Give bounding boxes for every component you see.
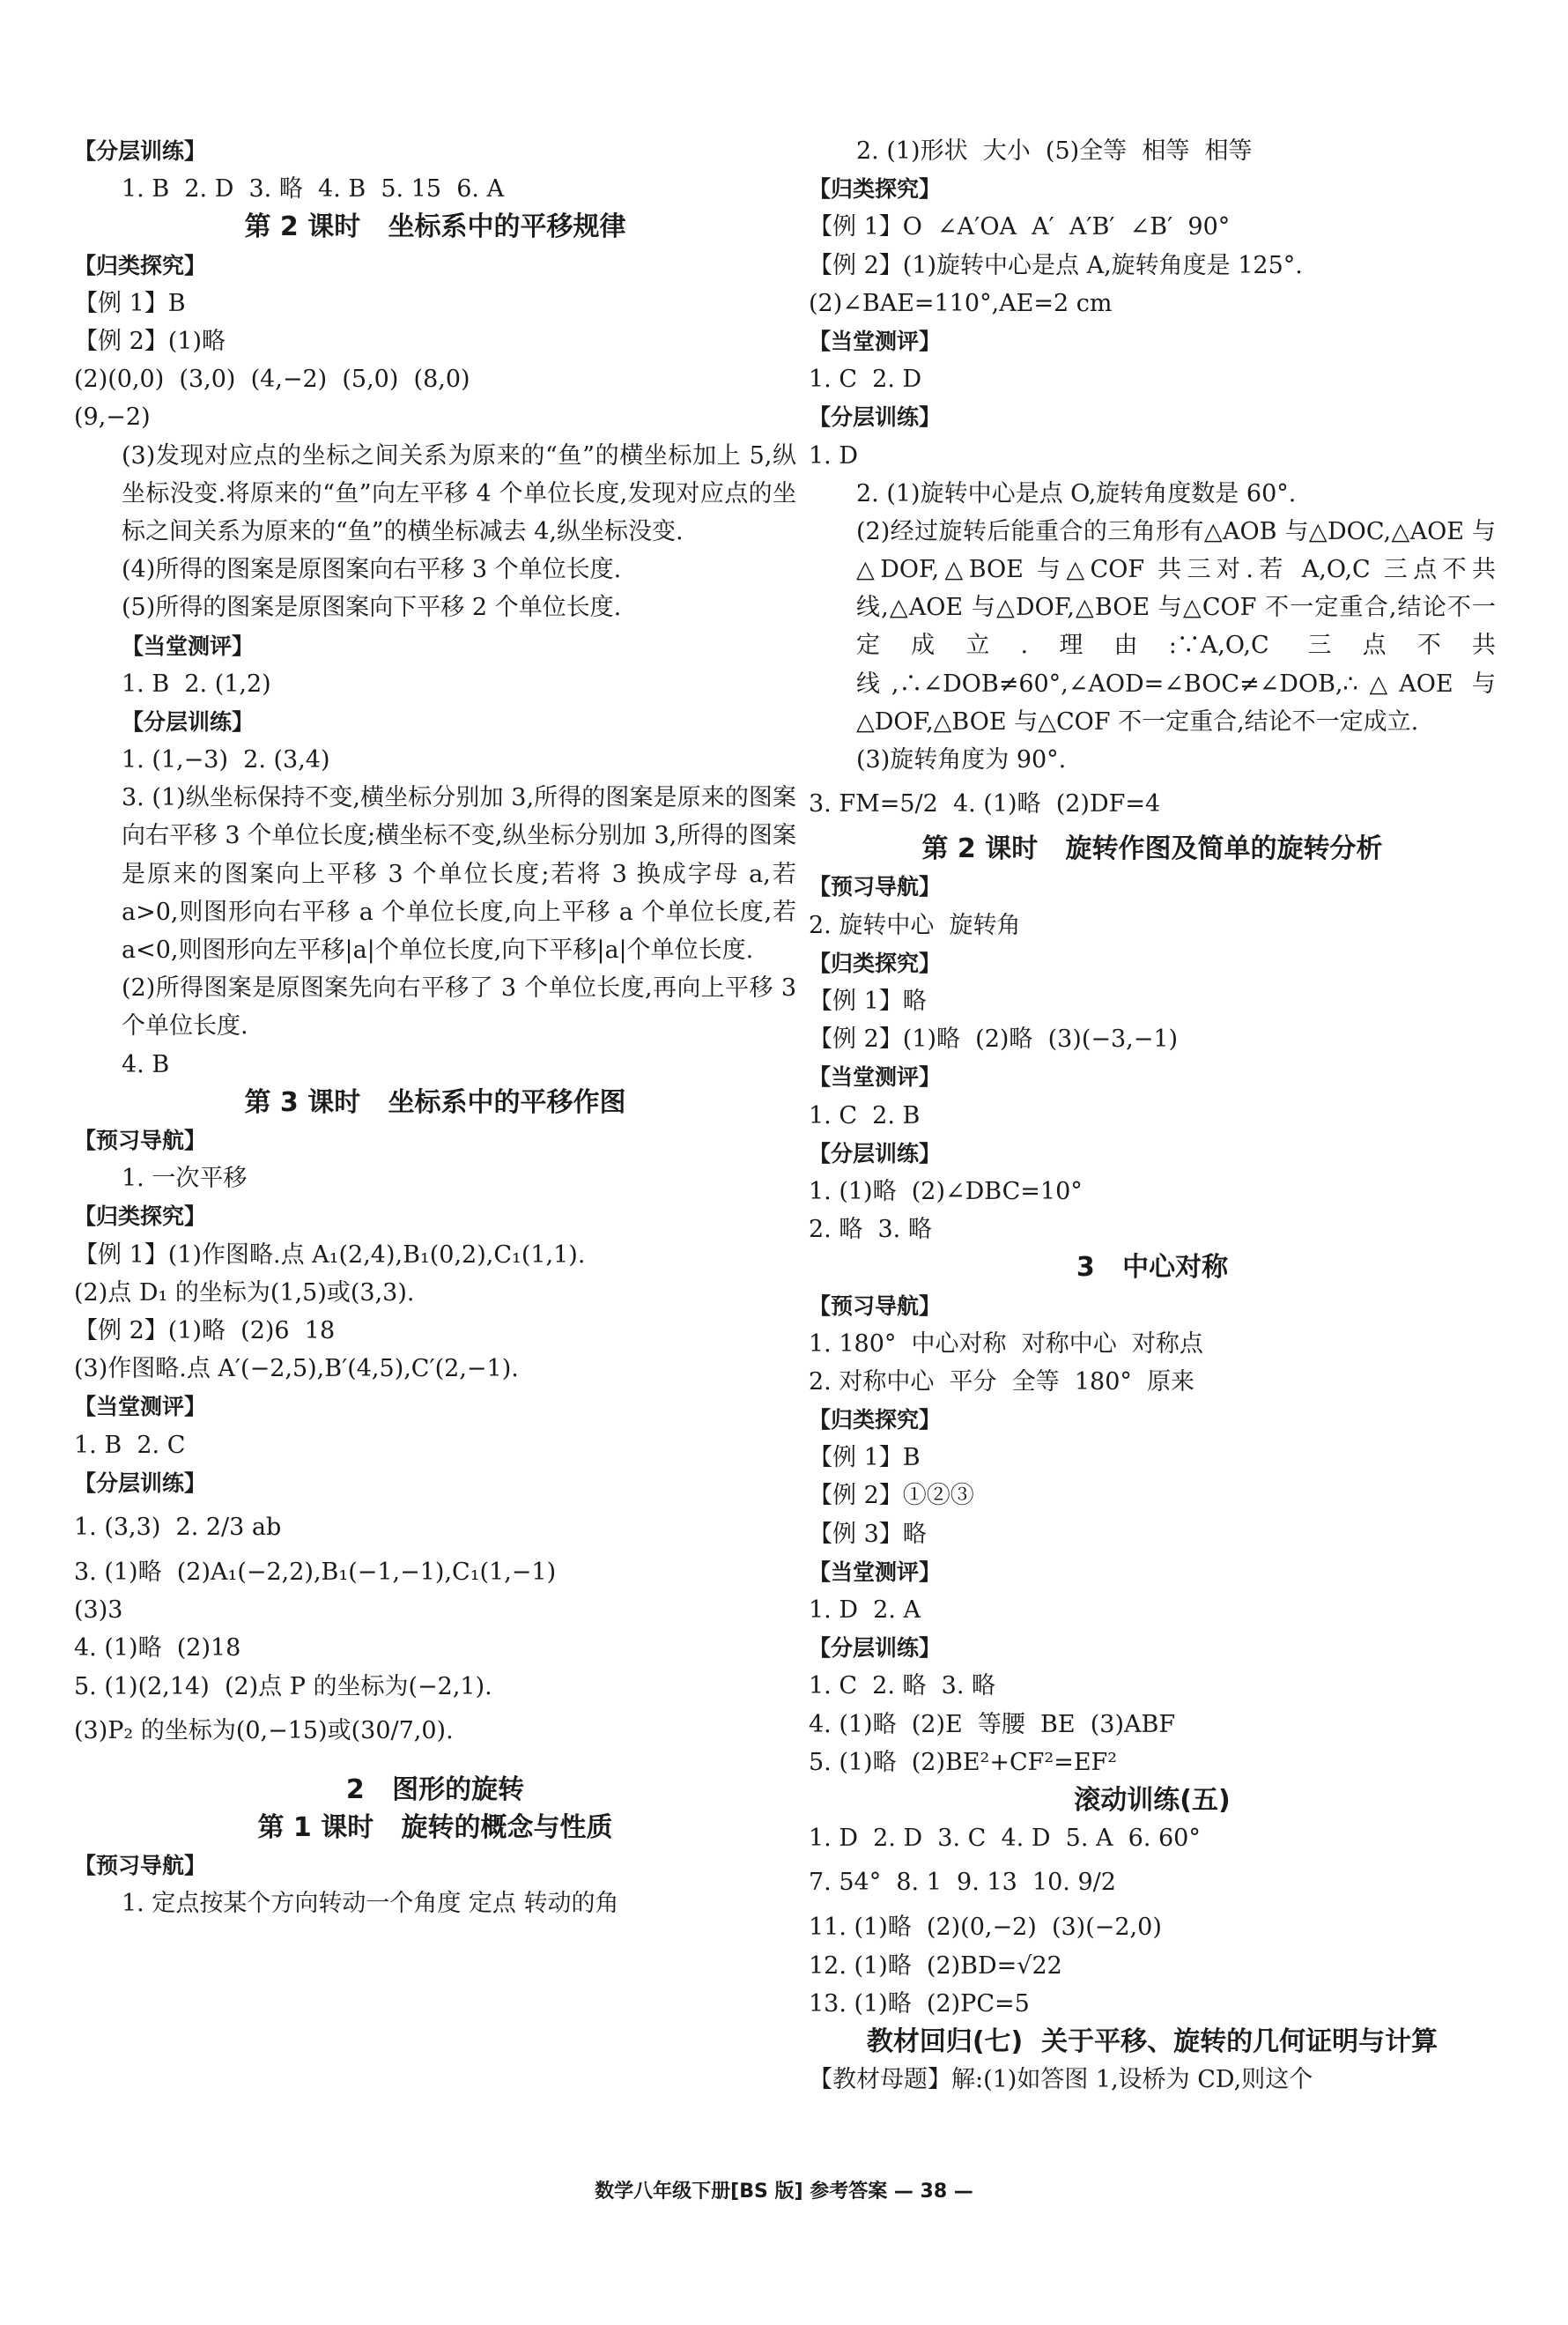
right-line-28: 【归类探究】 (809, 1407, 942, 1433)
right-line-34: 【分层训练】 (809, 1635, 942, 1662)
right-line-43: 13. (1)略 (2)PC=5 (809, 1989, 1030, 2018)
right-line-10: (2)经过旋转后能重合的三角形有△AOB 与△DOC,△AOE 与△DOF,△BOE 与△COF 共三对.若 A,O,C 三点不共线,△AOE 与△DOF,△BOE 与△COF 不一定重合,结论不一定成立.理由:∵A,O,C 三点不共线,∴∠DOB≠60°,∠AOD=∠BOC≠∠DOB,∴△AOE 与△DOF,△BOE 与△COF 不一定重合,结论不一定成立. (856, 517, 1496, 736)
left-line-25: (3)作图略.点 A′(−2,5),B′(4,5),C′(2,−1). (74, 1355, 519, 1383)
left-line-10: (5)所得的图案是原图案向下平移 2 个单位长度. (122, 594, 622, 622)
right-line-38: 滚动训练(五) (1074, 1784, 1231, 1816)
right-line-14: 【预习导航】 (809, 874, 942, 900)
left-line-32: 4. (1)略 (2)18 (74, 1634, 241, 1662)
right-line-15: 2. 旋转中心 旋转角 (809, 911, 1021, 939)
right-line-39: 1. D 2. D 3. C 4. D 5. A 6. 60° (809, 1825, 1201, 1853)
right-line-6: 1. C 2. D (809, 366, 922, 394)
left-line-33: 5. (1)(2,14) (2)点 P 的坐标为(−2,1). (74, 1672, 492, 1700)
right-line-8: 1. D (809, 441, 858, 470)
right-column (809, 132, 1496, 2099)
left-line-8: (3)发现对应点的坐标之间关系为原来的“鱼”的横坐标加上 5,纵坐标没变.将原来的“鱼”向左平移 4 个单位长度,发现对应点的坐标之间关系为原来的“鱼”的横坐标减去 4,纵坐标没变. (122, 441, 796, 545)
right-line-7: 【分层训练】 (809, 404, 942, 431)
left-line-1: 1. B 2. D 3. 略 4. B 5. 15 6. A (122, 175, 505, 204)
right-line-25: 【预习导航】 (809, 1292, 942, 1319)
right-line-22: 1. (1)略 (2)∠DBC=10° (809, 1177, 1083, 1205)
right-line-31: 【例 3】略 (809, 1520, 927, 1548)
right-line-45: 【教材母题】解:(1)如答图 1,设桥为 CD,则这个 (809, 2066, 1313, 2094)
right-line-16: 【归类探究】 (809, 950, 942, 976)
left-column (74, 132, 796, 1922)
left-line-0: 【分层训练】 (74, 138, 207, 164)
left-line-12: 1. B 2. (1,2) (122, 670, 271, 698)
right-line-21: 【分层训练】 (809, 1140, 942, 1166)
right-line-2: 【例 1】O ∠A′OA A′ A′B′ ∠B′ 90° (809, 213, 1231, 241)
right-line-0: 2. (1)形状 大小 (5)全等 相等 相等 (856, 137, 1253, 165)
right-line-5: 【当堂测评】 (809, 328, 942, 354)
left-line-18: 第 3 课时 坐标系中的平移作图 (244, 1086, 626, 1118)
left-line-22: 【例 1】(1)作图略.点 A₁(2,4),B₁(0,2),C₁(1,1). (74, 1240, 586, 1269)
right-line-41: 11. (1)略 (2)(0,−2) (3)(−2,0) (809, 1914, 1162, 1942)
left-line-6: (2)(0,0) (3,0) (4,−2) (5,0) (8,0) (74, 366, 470, 394)
left-line-5: 【例 2】(1)略 (74, 327, 226, 355)
left-line-7: (9,−2) (74, 404, 151, 432)
right-line-35: 1. C 2. 略 3. 略 (809, 1672, 996, 1700)
left-line-9: (4)所得的图案是原图案向右平移 3 个单位长度. (122, 556, 622, 584)
right-line-18: 【例 2】(1)略 (2)略 (3)(−3,−1) (809, 1026, 1179, 1054)
right-line-26: 1. 180° 中心对称 对称中心 对称点 (809, 1329, 1203, 1358)
right-line-44: 教材回归(七) 关于平移、旋转的几何证明与计算 (866, 2025, 1439, 2057)
left-line-3: 【归类探究】 (74, 252, 207, 278)
left-line-34: (3)P₂ 的坐标为(0,−15)或(30/7,0). (74, 1716, 454, 1744)
left-line-26: 【当堂测评】 (74, 1394, 207, 1420)
right-line-27: 2. 对称中心 平分 全等 180° 原来 (809, 1367, 1195, 1396)
right-line-19: 【当堂测评】 (809, 1064, 942, 1091)
left-line-38: 【预习导航】 (74, 1853, 207, 1879)
left-line-28: 【分层训练】 (74, 1470, 207, 1496)
left-line-36: 2 图形的旋转 (345, 1773, 525, 1805)
right-line-29: 【例 1】B (809, 1444, 921, 1472)
left-line-27: 1. B 2. C (74, 1431, 186, 1459)
left-line-19: 【预习导航】 (74, 1128, 207, 1154)
right-line-9: 2. (1)旋转中心是点 O,旋转角度数是 60°. (856, 479, 1297, 507)
right-line-30: 【例 2】①②③ (809, 1482, 974, 1510)
left-line-29: 1. (3,3) 2. 2/3 ab (74, 1513, 282, 1541)
page-footer: 数学八年级下册[BS 版] 参考答案 — 38 — (595, 2181, 973, 2203)
right-line-32: 【当堂测评】 (809, 1559, 942, 1585)
right-line-3: 【例 2】(1)旋转中心是点 A,旋转角度是 125°. (809, 251, 1303, 279)
left-line-14: 1. (1,−3) 2. (3,4) (122, 746, 330, 774)
right-line-23: 2. 略 3. 略 (809, 1216, 932, 1244)
left-line-16: (2)所得图案是原图案先向右平移了 3 个单位长度,再向上平移 3 个单位长度. (122, 974, 796, 1040)
left-line-13: 【分层训练】 (122, 708, 255, 735)
right-line-24: 3 中心对称 (1076, 1252, 1229, 1284)
left-line-39: 1. 定点按某个方向转动一个角度 定点 转动的角 (122, 1890, 619, 1918)
right-line-4: (2)∠BAE=110°,AE=2 cm (809, 289, 1113, 317)
left-line-21: 【归类探究】 (74, 1203, 207, 1230)
right-line-40: 7. 54° 8. 1 9. 13 10. 9/2 (809, 1869, 1116, 1897)
left-line-20: 1. 一次平移 (122, 1165, 248, 1193)
right-line-42: 12. (1)略 (2)BD=√22 (809, 1951, 1062, 1980)
left-line-23: (2)点 D₁ 的坐标为(1,5)或(3,3). (74, 1278, 415, 1307)
left-line-15: 3. (1)纵坐标保持不变,横坐标分别加 3,所得的图案是原来的图案向右平移 3 个单位长度;横坐标不变,纵坐标分别加 3,所得的图案是原来的图案向上平移 3 个单位长度;若将 3 换成字母 a,若 a>0,则图形向右平移 a 个单位长度,向上平移 a 个单位长度,若 a<0,则图形向左平移|a|个单位长度,向下平移|a|个单位长度. (122, 784, 796, 965)
left-line-24: 【例 2】(1)略 (2)6 18 (74, 1317, 336, 1344)
right-line-20: 1. C 2. B (809, 1101, 921, 1129)
right-line-13: 第 2 课时 旋转作图及简单的旋转分析 (921, 833, 1383, 865)
right-line-1: 【归类探究】 (809, 176, 942, 203)
right-line-17: 【例 1】略 (809, 988, 927, 1016)
left-line-2: 第 2 课时 坐标系中的平移规律 (244, 211, 626, 243)
right-line-33: 1. D 2. A (809, 1596, 921, 1625)
right-line-36: 4. (1)略 (2)E 等腰 BE (3)ABF (809, 1710, 1176, 1738)
left-line-11: 【当堂测评】 (122, 633, 255, 659)
left-line-4: 【例 1】B (74, 289, 186, 317)
left-line-37: 第 1 课时 旋转的概念与性质 (257, 1811, 613, 1843)
right-line-11: (3)旋转角度为 90°. (856, 746, 1067, 774)
right-line-12: 3. FM=5/2 4. (1)略 (2)DF=4 (809, 790, 1161, 818)
left-line-17: 4. B (122, 1050, 170, 1078)
left-line-31: (3)3 (74, 1596, 123, 1625)
right-line-37: 5. (1)略 (2)BE²+CF²=EF² (809, 1748, 1118, 1776)
left-line-35 (74, 1757, 796, 1771)
left-line-30: 3. (1)略 (2)A₁(−2,2),B₁(−1,−1),C₁(1,−1) (74, 1558, 557, 1586)
